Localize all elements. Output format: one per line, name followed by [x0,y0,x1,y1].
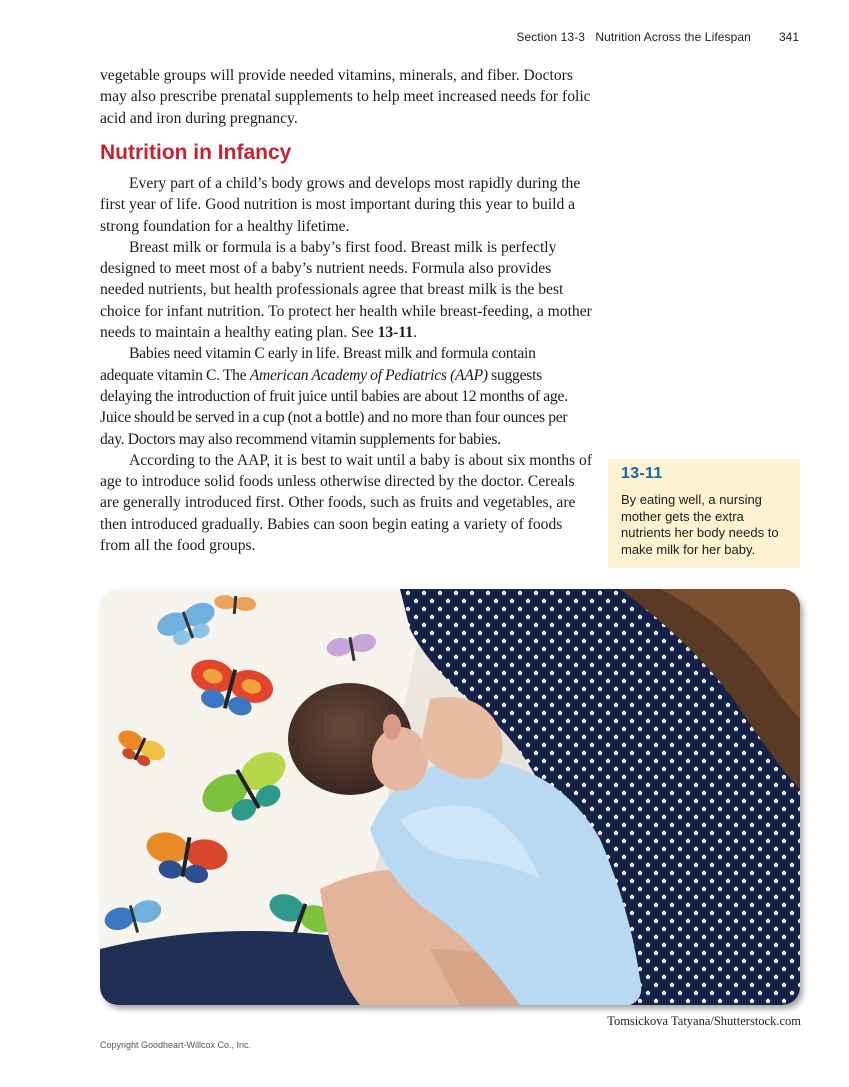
intro-paragraph: vegetable groups will provide needed vitamins, minerals, and fiber. Doctors may also prescribe prenatal supplements to help meet increased needs for folic acid and iron during pregnancy. [100,67,591,127]
section-heading: Nutrition in Infancy [100,141,292,164]
photo-credit: Tomsickova Tatyana/Shutterstock.com [607,1014,801,1028]
figure-reference[interactable]: 13-11 [377,324,414,342]
photo-illustration [100,589,800,1005]
section-number: Section 13-3 [516,30,585,44]
figure-callout [608,459,800,568]
paragraph-vitamin-c-end: suggests delaying the introduction of fruit juice until babies are about 12 months of age. Juice should be served in a cup (not a bottle) and no more than four ounces per day. Doctors may also recommend vitamin supplements for babies. [100,366,568,448]
chapter-section-title: Nutrition Across the Lifespan [595,30,751,44]
callout-figure-number: 13-11 [621,465,663,482]
running-head [516,30,799,44]
callout-caption: By eating well, a nursing mother gets the extra nutrients her body needs to make milk for her baby. [621,492,779,557]
copyright: Copyright Goodheart-Willcox Co., Inc. [100,1040,252,1050]
paragraph-vitamin-c-text: Babies need vitamin C early in life. Breast milk and formula contain adequate vitamin C. The [100,345,536,384]
paragraph-vitamin-c [100,343,592,449]
nursing-photo [100,589,800,1005]
paragraph-growth: Every part of a child’s body grows and develops most rapidly during the first year of life. Good nutrition is most important during this year to build a strong foundation for a healthy lifetime. [100,175,581,235]
section-label [516,30,751,44]
paragraph-breast-milk [100,237,592,343]
page-number: 341 [778,30,799,44]
paragraph-breast-milk-end: . [413,324,418,342]
section-body [100,173,592,556]
intro-block [100,65,592,129]
paragraph-breast-milk-text: Breast milk or formula is a baby’s first food. Breast milk is perfectly designed to meet most of a baby’s nutrient needs. Formula also provides needed nutrients, but health professionals agree that breast milk is the best choice for infant nutrition. To protect her health while breast-feeding, a mother needs to maintain a healthy eating plan. See [100,238,592,342]
paragraph-solid-foods: According to the AAP, it is best to wait until a baby is about six months of age to introduce solid foods unless otherwise directed by the doctor. Cereals are generally introduced first. Other foods, such as fruits and vegetables, are then introduced gradually. Babies can soon begin eating a variety of foods from all the food groups. [100,451,593,555]
aap-name: American Academy of Pediatrics (AAP) [249,366,488,384]
